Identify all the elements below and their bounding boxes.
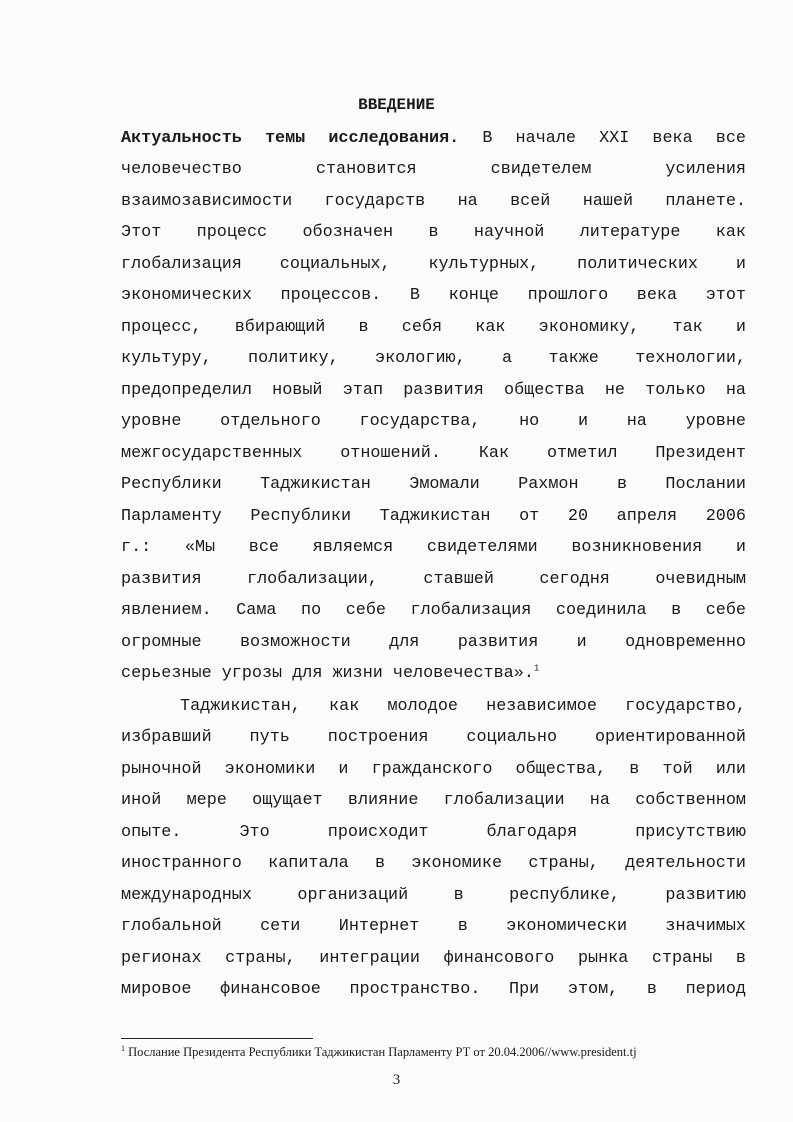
text-line: человечество становится свидетелем усиления	[121, 160, 746, 179]
text-line: регионах страны, интеграции финансового рынка страны в	[121, 949, 746, 968]
text-line: уровне отдельного государства, но и на уровне	[121, 412, 746, 431]
footnote	[121, 1045, 637, 1060]
text-line: Парламенту Республики Таджикистан от 20 апреля 2006	[121, 507, 746, 526]
text-line: г.: «Мы все являемся свидетелями возникновения и	[121, 538, 746, 557]
text-line: опыте. Это происходит благодаря присутствию	[121, 823, 746, 842]
text-line: Республики Таджикистан Эмомали Рахмон в Послании	[121, 475, 746, 494]
text-line: глобализация социальных, культурных, политических и	[121, 255, 746, 274]
text-line: иностранного капитала в экономике страны, деятельности	[121, 854, 746, 873]
text-line: огромные возможности для развития и одновременно	[121, 633, 746, 652]
text-line: иной мере ощущает влияние глобализации на собственном	[121, 791, 746, 810]
text-line: международных организаций в республике, развитию	[121, 886, 746, 905]
text-line: серьезные угрозы для жизни человечества».$^1$	[121, 663, 540, 683]
text-line: рыночной экономики и гражданского общества, в той или	[121, 760, 746, 779]
text-line: межгосударственных отношений. Как отметил Президент	[121, 444, 746, 463]
footnote-divider	[121, 1038, 313, 1039]
text-line: культуру, политику, экологию, а также технологии,	[121, 349, 746, 368]
page-number: 3	[392, 1072, 401, 1088]
footnote-text: Послание Президента Республики Таджикистан Парламенту РТ от 20.04.2006//www.president.tj	[128, 1045, 637, 1059]
text-line: Актуальность темы исследования. В начале XXI века все	[121, 129, 746, 148]
text-line: развития глобализации, ставшей сегодня очевидным	[121, 570, 746, 589]
text-line: избравший путь построения социально ориентированной	[121, 728, 746, 747]
text-line: глобальной сети Интернет в экономически значимых	[121, 917, 746, 936]
section-heading: ВВЕДЕНИЕ	[358, 96, 435, 114]
text-line: экономических процессов. В конце прошлого века этот	[121, 286, 746, 305]
text-line: явлением. Сама по себе глобализация соединила в себе	[121, 601, 746, 620]
lead-phrase: Актуальность темы исследования.	[121, 129, 460, 148]
footnote-marker: 1	[121, 1043, 125, 1053]
footnote-reference[interactable]: 1	[533, 663, 540, 674]
text-line: предопределил новый этап развития общества не только на	[121, 381, 746, 400]
text-line: Этот процесс обозначен в научной литературе как	[121, 223, 746, 242]
text-line: Таджикистан, как молодое независимое государство,	[180, 697, 746, 716]
text-line: взаимозависимости государств на всей нашей планете.	[121, 192, 746, 211]
text-line: мировое финансовое пространство. При этом, в период	[121, 980, 746, 999]
text-line: процесс, вбирающий в себя как экономику, так и	[121, 318, 746, 337]
